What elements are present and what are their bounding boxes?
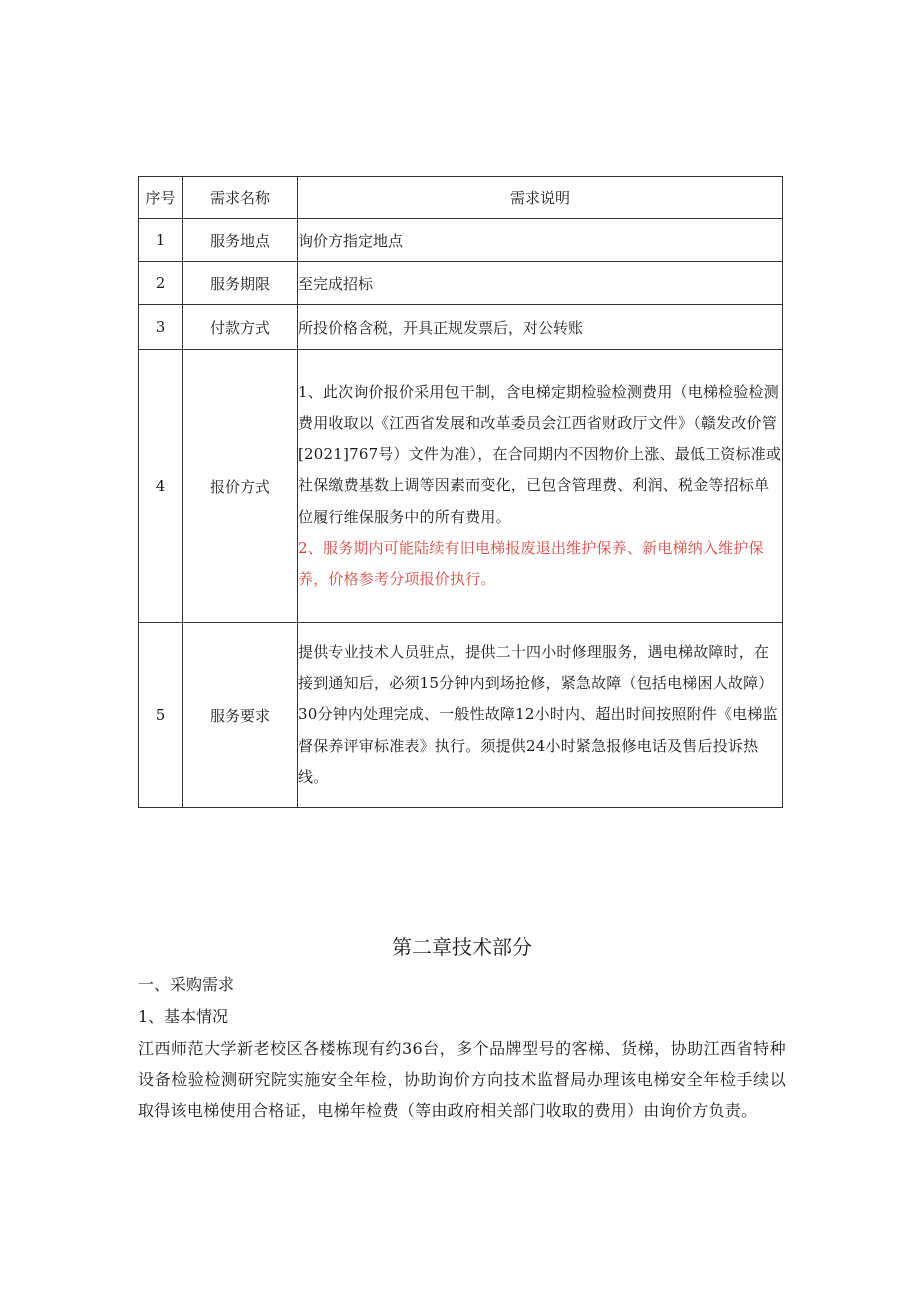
table-row [139, 350, 783, 623]
row-no: 5 [139, 623, 183, 808]
table-row [139, 623, 783, 808]
row-desc [298, 350, 783, 623]
row-name: 服务要求 [183, 623, 298, 808]
chapter-title: 第二章技术部分 [392, 935, 532, 959]
quote-method-clause-2: 2、服务期内可能陆续有旧电梯报废退出维护保养、新电梯纳入维护保养，价格参考分项报价执行。 [298, 538, 764, 588]
header-name: 需求名称 [183, 177, 298, 219]
basic-info-paragraph: 江西师范大学新老校区各楼栋现有约36台，多个品牌型号的客梯、货梯，协助江西省特种设备检验检测研究院实施安全年检，协助询价方向技术监督局办理该电梯安全年检手续以取得该电梯使用合格证，电梯年检费（等由政府相关部门收取的费用）由询价方负责。 [138, 1039, 786, 1120]
row-desc: 提供专业技术人员驻点，提供二十四小时修理服务，遇电梯故障时，在接到通知后，必须15分钟内到场抢修，紧急故障（包括电梯困人故障）30分钟内处理完成、一般性故障12小时内、超出时间按照附件《电梯监督保养评审标准表》执行。须提供24小时紧急报修电话及售后投诉热线。 [298, 623, 783, 808]
row-no: 1 [139, 219, 183, 262]
section-heading: 一、采购需求 [138, 975, 235, 994]
row-no: 4 [139, 350, 183, 623]
table-header-row [139, 177, 783, 219]
table-row [139, 219, 783, 262]
row-name: 服务地点 [183, 219, 298, 262]
row-name: 付款方式 [183, 305, 298, 350]
row-name: 服务期限 [183, 262, 298, 305]
technical-section [138, 925, 786, 1126]
quote-method-clause-1: 1、此次询价报价采用包干制，含电梯定期检验检测费用（电梯检验检测费用收取以《江西省发展和改革委员会江西省财政厅文件》（赣发改价管[2021]767号）文件为准），在合同期内不因物价上涨、最低工资标准或社保缴费基数上调等因素而变化，已包含管理费、利润、税金等招标单位履行维保服务中的所有费用。 [298, 382, 782, 526]
row-name: 报价方式 [183, 350, 298, 623]
header-no: 序号 [139, 177, 183, 219]
row-desc: 询价方指定地点 [298, 219, 783, 262]
requirements-table [138, 176, 783, 808]
table-row [139, 305, 783, 350]
row-no: 3 [139, 305, 183, 350]
header-desc: 需求说明 [298, 177, 783, 219]
row-no: 2 [139, 262, 183, 305]
row-desc: 至完成招标 [298, 262, 783, 305]
row-desc: 所投价格含税，开具正规发票后，对公转账 [298, 305, 783, 350]
table-row [139, 262, 783, 305]
subsection-heading: 1、基本情况 [138, 1007, 229, 1026]
